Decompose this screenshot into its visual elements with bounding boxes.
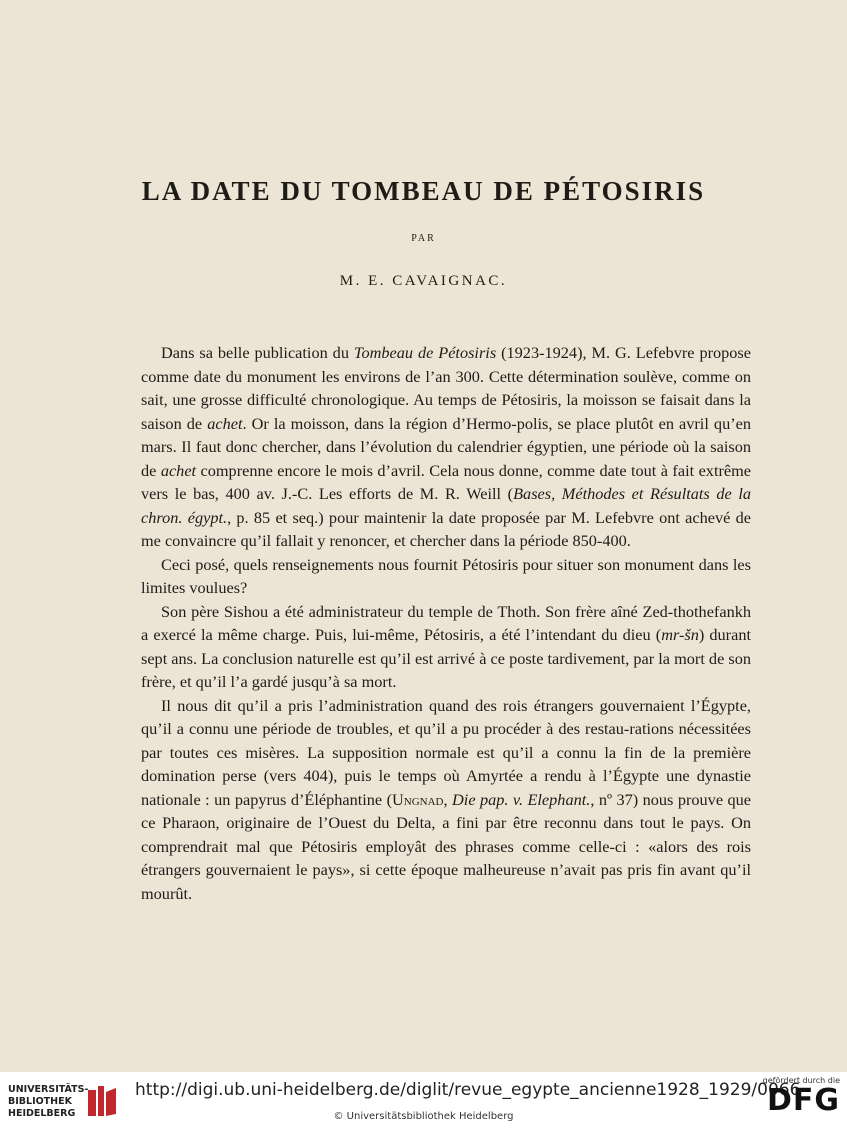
library-name: UNIVERSITÄTS- BIBLIOTHEK HEIDELBERG bbox=[8, 1084, 89, 1119]
byline-par: PAR bbox=[411, 233, 436, 244]
body-paragraph bbox=[141, 553, 751, 600]
paragraph-text: (1923-1924), M. G. Lefebvre propose comme date du monument les environs de l’an 300. Cette détermination soulève, comme on sait, une grosse difficulté chronologique. Au temps de Pétosiris, la moisson se faisait dans la saison de bbox=[141, 343, 751, 433]
paragraph-text: ) durant sept ans. La conclusion naturelle est qu’il est arrivé à ce poste tardivement, par la mort de son frère, et qu’il l’a gardé jusqu’à sa mort. bbox=[141, 625, 751, 691]
paragraph-text: . Or la moisson, dans la région d’Hermo-polis, se place plutôt en avril qu’en mars. Il faut donc chercher, dans l’évolution du calendrier égyptien, une période où la saison de bbox=[141, 413, 751, 480]
body-paragraph bbox=[141, 600, 751, 694]
permalink-url[interactable]: http://digi.ub.uni-heidelberg.de/diglit/revue_egypte_ancienne1928_1929/0066 bbox=[135, 1080, 801, 1100]
paragraph-text: , bbox=[443, 789, 453, 809]
copyright-notice: © Universitätsbibliothek Heidelberg bbox=[333, 1111, 514, 1122]
smallcaps-text: Ungnad bbox=[392, 789, 444, 809]
paragraph-text: Son père Sishou a été administrateur du temple de Thoth. Son frère aîné Zed-thothefankh a exercé la même charge. Puis, lui-même, Pétosiris, a été l’intendant du dieu ( bbox=[141, 601, 751, 644]
paragraph-text: Dans sa belle publication du bbox=[161, 343, 354, 362]
italic-text: Tombeau de Pétosiris bbox=[353, 343, 497, 362]
italic-text: mr-šn bbox=[661, 625, 699, 644]
dfg-tagline: gefördert durch die bbox=[762, 1076, 840, 1085]
dfg-wordmark: DFG bbox=[766, 1083, 840, 1118]
footer-bar bbox=[0, 1072, 847, 1131]
dfg-logo[interactable] bbox=[750, 1076, 840, 1126]
italic-text: Bases, Méthodes et Résultats de la chron. égypt. bbox=[141, 484, 751, 527]
italic-text: achet bbox=[160, 460, 197, 480]
paragraph-text: comprenne encore le mois d’avril. Cela nous donne, comme date tout à fait extrême vers le bas, 400 av. J.-C. Les efforts de M. R. Weill ( bbox=[141, 460, 752, 503]
paragraph-text: , nº 37) nous prouve que ce Pharaon, originaire de l’Ouest du Delta, a fini par être reconnu dans tout le pays. On comprendrait mal que Pétosiris employât des phrases comme celle-ci : «alors des rois étrangers gouvernaient le pays», si cette époque malheureuse n’avait pas pris fin avant qu’il mourût. bbox=[141, 789, 752, 903]
article-title: LA DATE DU TOMBEAU DE PÉTOSIRIS bbox=[141, 176, 706, 206]
article-body bbox=[141, 341, 751, 905]
italic-text: Die pap. v. Elephant. bbox=[452, 789, 591, 809]
body-paragraph bbox=[141, 341, 751, 553]
paragraph-text: Il nous dit qu’il a pris l’administration quand des rois étrangers gouvernaient l’Égypte, qu’il a connu une période de troubles, et qu’il a pu procéder à des restau-rations nécessitées par toutes ces misères. La supposition normale est qu’il a connu la fin de la première domination perse (vers 404), puis le temps où Amyrtée a rendu à l’Égypte une dynastie nationale : un papyrus d’Éléphantine ( bbox=[141, 695, 751, 809]
paragraph-text: , p. 85 et seq.) pour maintenir la date proposée par M. Lefebvre ont achevé de me convaincre qu’il fallait y renoncer, et chercher dans la période 850-400. bbox=[141, 507, 751, 550]
italic-text: achet bbox=[207, 413, 243, 433]
article-author: M. E. CAVAIGNAC. bbox=[339, 273, 508, 289]
paragraph-text: Ceci posé, quels renseignements nous fournit Pétosiris pour situer son monument dans les limites voulues? bbox=[141, 554, 751, 597]
body-paragraph bbox=[141, 694, 751, 906]
